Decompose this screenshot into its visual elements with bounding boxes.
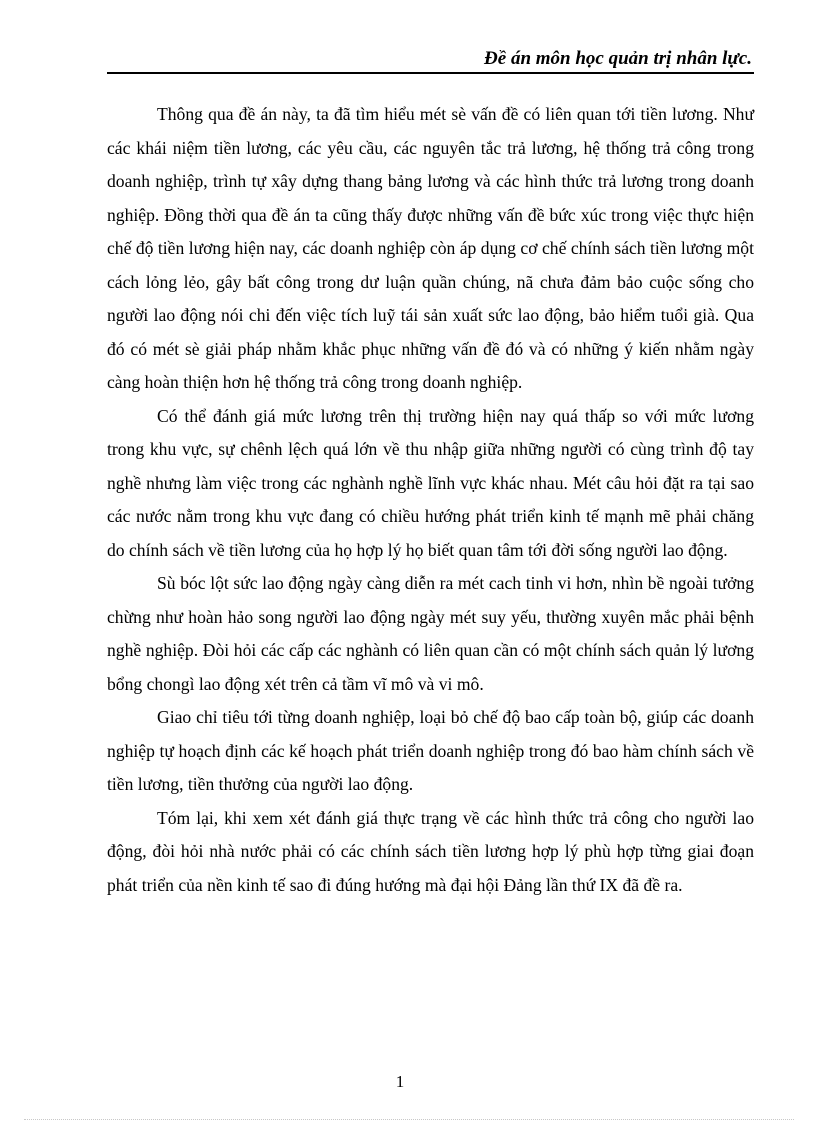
page-bottom-divider [24,1119,794,1120]
paragraph: Thông qua đề án này, ta đã tìm hiểu mét sè vấn đề có liên quan tới tiền lương. Như các khái niệm tiền lương, các yêu cầu, các nguyên tắc trả lương, hệ thống trả công trong doanh nghiệp, trình tự xây dựng thang bảng lương và các hình thức trả lương trong doanh nghiệp. Đồng thời qua đề án ta cũng thấy được những vấn đề bức xúc trong việc thực hiện chế độ tiền lương hiện nay, các doanh nghiệp còn áp dụng cơ chế chính sách tiền lương một cách lỏng lẻo, gây bất công trong dư luận quần chúng, nã chưa đảm bảo cuộc sống cho người lao động nói chi đến việc tích luỹ tái sản xuất sức lao động, bảo hiểm tuổi già. Qua đó có mét sè giải pháp nhằm khắc phục những vấn đề đó và có những ý kiến nhằm ngày càng hoàn thiện hơn hệ thống trả công trong doanh nghiệp. [107,104,754,392]
paragraph: Tóm lại, khi xem xét đánh giá thực trạng về các hình thức trả công cho người lao động, đòi hỏi nhà nước phải có các chính sách tiền lương hợp lý phù hợp từng giai đoạn phát triển của nền kinh tế sao đi đúng hướng mà đại hội Đảng lần thứ IX đã đề ra. [107,807,754,895]
page-header [107,44,754,74]
paragraph: Giao chỉ tiêu tới từng doanh nghiệp, loại bỏ chế độ bao cấp toàn bộ, giúp các doanh nghiệp tự hoạch định các kế hoạch phát triển doanh nghiệp trong đó bao hàm chính sách về tiền lương, tiền thưởng của người lao động. [107,707,754,794]
header-title: Đề án môn học quản trị nhân lực. [484,48,752,69]
document-body [107,98,754,902]
page-number: 1 [395,1072,405,1091]
paragraph: Có thể đánh giá mức lương trên thị trường hiện nay quá thấp so với mức lương trong khu vực, sự chênh lệch quá lớn về thu nhập giữa những người có cùng trình độ tay nghề nhưng làm việc trong các nghành nghề lĩnh vực khác nhau. Mét câu hỏi đặt ra tại sao các nước nằm trong khu vực đang có chiều hướng phát triển kinh tế mạnh mẽ phải chăng do chính sách về tiền lương của họ hợp lý họ biết quan tâm tới đời sống người lao động. [107,405,754,560]
paragraph: Sù bóc lột sức lao động ngày càng diễn ra mét cach tinh vi hơn, nhìn bề ngoài tưởng chừng như hoàn hảo song người lao động ngày mét suy yếu, thường xuyên mắc phải bệnh nghề nghiệp. Đòi hỏi các cấp các nghành có liên quan cần có một chính sách quản lý lương bổng chongì lao động xét trên cả tầm vĩ mô và vi mô. [107,573,754,694]
